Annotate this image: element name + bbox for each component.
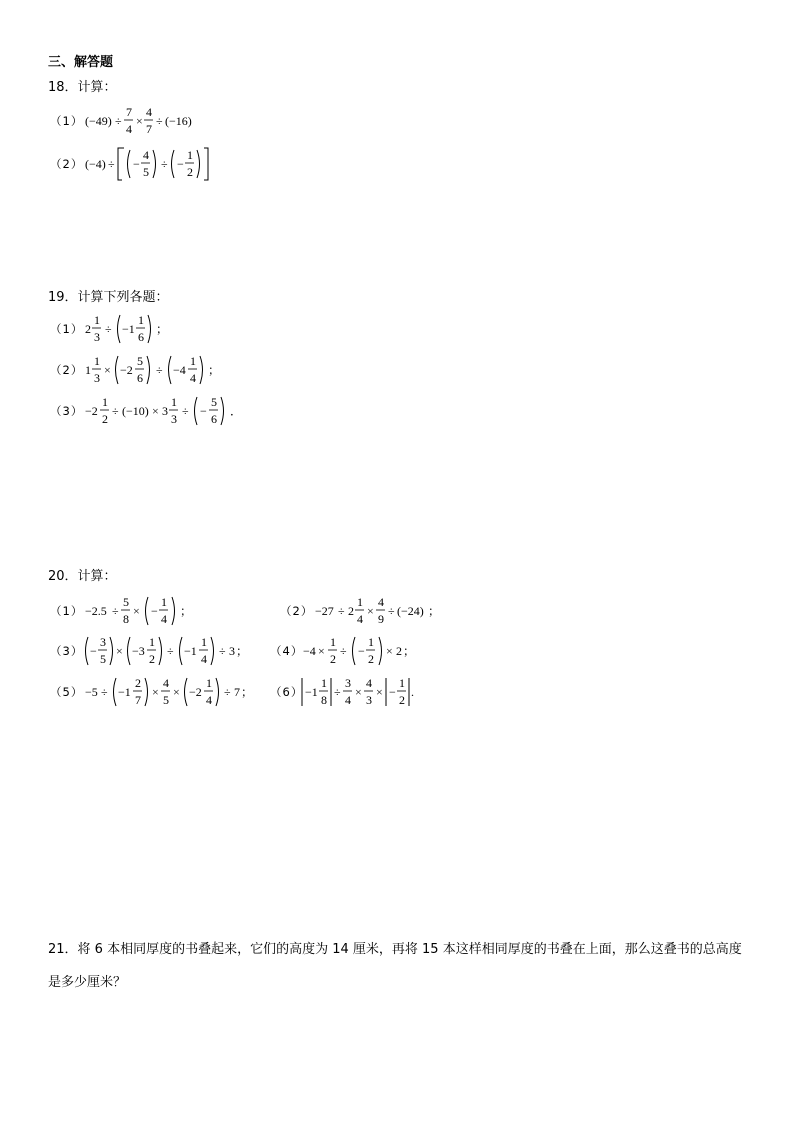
svg-text:4: 4	[163, 676, 169, 690]
svg-text:(−24): (−24)	[397, 604, 424, 618]
q19-item-2	[50, 351, 270, 393]
svg-text:×: ×	[318, 644, 325, 658]
svg-text:（1）: （1）	[50, 114, 84, 128]
svg-text:1: 1	[94, 354, 100, 368]
svg-text:−4: −4	[303, 644, 316, 658]
svg-text:1: 1	[399, 676, 405, 690]
q20-item-3	[50, 632, 270, 674]
svg-text:÷: ÷	[115, 114, 122, 128]
svg-text:÷: ÷	[182, 404, 189, 418]
svg-text:×: ×	[376, 685, 383, 699]
svg-text:；: ；	[428, 604, 441, 618]
svg-text:−: −	[200, 404, 207, 418]
svg-text:4: 4	[146, 105, 152, 119]
q19-item-3	[50, 392, 290, 434]
svg-text:4: 4	[161, 612, 167, 626]
svg-text:1: 1	[149, 635, 155, 649]
svg-text:×: ×	[136, 114, 143, 128]
svg-text:−1: −1	[122, 322, 135, 336]
svg-text:2: 2	[396, 644, 402, 658]
svg-text:1: 1	[187, 148, 193, 162]
q18-item-1-expression	[50, 104, 230, 138]
svg-text:1: 1	[190, 354, 196, 368]
svg-text:6: 6	[138, 330, 144, 344]
svg-text:8: 8	[123, 612, 129, 626]
svg-text:1: 1	[138, 313, 144, 327]
svg-text:4: 4	[206, 693, 212, 707]
svg-text:−2: −2	[120, 363, 133, 377]
svg-text:2: 2	[187, 165, 193, 179]
question-20-title: 20．计算：	[48, 569, 117, 584]
svg-text:.: .	[411, 685, 414, 699]
q20-item-4	[270, 632, 450, 674]
q20-item-5	[50, 673, 270, 715]
svg-text:4: 4	[201, 652, 207, 666]
svg-text:4: 4	[357, 612, 363, 626]
svg-text:2: 2	[102, 412, 108, 426]
svg-text:；: ；	[156, 322, 169, 336]
svg-text:6: 6	[211, 412, 217, 426]
svg-text:（3）: （3）	[50, 644, 84, 658]
svg-text:（5）: （5）	[50, 685, 84, 699]
svg-text:8: 8	[321, 693, 327, 707]
svg-text:；: ；	[403, 644, 416, 658]
svg-text:÷: ÷	[219, 644, 226, 658]
svg-text:7: 7	[126, 105, 132, 119]
svg-text:3: 3	[162, 404, 168, 418]
svg-text:÷: ÷	[388, 604, 395, 618]
svg-text:÷: ÷	[340, 644, 347, 658]
q19-item-1-expression	[50, 310, 230, 348]
svg-text:×: ×	[386, 644, 393, 658]
svg-text:1: 1	[357, 595, 363, 609]
svg-text:÷: ÷	[156, 114, 163, 128]
svg-text:−27: −27	[315, 604, 334, 618]
svg-text:5: 5	[163, 693, 169, 707]
svg-text:−: −	[90, 644, 97, 658]
svg-text:（1）: （1）	[50, 322, 84, 336]
svg-text:（2）: （2）	[280, 604, 314, 618]
svg-text:3: 3	[171, 412, 177, 426]
svg-text:−: −	[358, 644, 365, 658]
svg-text:4: 4	[143, 148, 149, 162]
svg-text:1: 1	[85, 363, 91, 377]
svg-text:；: ；	[208, 363, 221, 377]
svg-text:1: 1	[94, 313, 100, 327]
svg-text:（6）: （6）	[270, 685, 304, 699]
svg-text:×: ×	[355, 685, 362, 699]
svg-text:（1）: （1）	[50, 604, 84, 618]
svg-text:×: ×	[173, 685, 180, 699]
svg-text:÷: ÷	[112, 404, 119, 418]
svg-text:（2）: （2）	[50, 363, 84, 377]
q20-item-1-expression	[50, 592, 250, 630]
svg-text:（3）: （3）	[50, 404, 84, 418]
svg-text:2: 2	[85, 322, 91, 336]
svg-text:×: ×	[152, 404, 159, 418]
svg-text:(−49): (−49)	[85, 114, 112, 128]
svg-text:(−10): (−10)	[122, 404, 149, 418]
svg-text:÷: ÷	[338, 604, 345, 618]
svg-text:1: 1	[321, 676, 327, 690]
svg-text:；: ；	[180, 604, 193, 618]
svg-text:5: 5	[137, 354, 143, 368]
svg-text:(−16): (−16)	[165, 114, 192, 128]
svg-text:1: 1	[368, 635, 374, 649]
svg-text:2: 2	[330, 652, 336, 666]
svg-text:−4: −4	[173, 363, 186, 377]
svg-text:；: ；	[241, 685, 254, 699]
svg-text:−5: −5	[85, 685, 98, 699]
svg-text:；: ；	[236, 644, 249, 658]
svg-text:−3: −3	[132, 644, 145, 658]
svg-text:−1: −1	[118, 685, 131, 699]
svg-text:7: 7	[146, 122, 152, 136]
svg-text:2: 2	[348, 604, 354, 618]
q18-item-2-expression	[50, 145, 250, 183]
svg-text:÷: ÷	[105, 322, 112, 336]
svg-text:×: ×	[116, 644, 123, 658]
svg-text:÷: ÷	[101, 685, 108, 699]
q20-item-4-expression	[270, 632, 450, 670]
svg-text:7: 7	[135, 693, 141, 707]
q18-item-2	[50, 145, 250, 187]
svg-text:−: −	[133, 157, 140, 171]
question-19-title: 19．计算下列各题：	[48, 290, 169, 305]
svg-text:3: 3	[94, 330, 100, 344]
svg-text:−2.5: −2.5	[85, 604, 107, 618]
svg-text:7: 7	[234, 685, 240, 699]
svg-text:5: 5	[143, 165, 149, 179]
svg-text:1: 1	[201, 635, 207, 649]
svg-text:1: 1	[171, 395, 177, 409]
svg-text:2: 2	[135, 676, 141, 690]
svg-text:6: 6	[137, 371, 143, 385]
q20-item-1	[50, 592, 250, 634]
svg-text:÷: ÷	[108, 157, 115, 171]
q18-item-1	[50, 104, 230, 142]
svg-text:5: 5	[211, 395, 217, 409]
section-title: 三、解答题	[48, 55, 114, 70]
q19-item-1	[50, 310, 230, 352]
svg-text:5: 5	[100, 652, 106, 666]
svg-text:4: 4	[126, 122, 132, 136]
svg-text:4: 4	[345, 693, 351, 707]
svg-text:−: −	[151, 604, 158, 618]
svg-text:3: 3	[229, 644, 235, 658]
svg-text:÷: ÷	[112, 604, 119, 618]
q19-item-3-expression	[50, 392, 290, 430]
svg-text:．: ．	[230, 404, 243, 418]
svg-text:−: −	[177, 157, 184, 171]
svg-text:1: 1	[102, 395, 108, 409]
svg-text:÷: ÷	[167, 644, 174, 658]
svg-text:×: ×	[133, 604, 140, 618]
svg-text:1: 1	[206, 676, 212, 690]
svg-text:−2: −2	[85, 404, 98, 418]
q20-item-6	[270, 673, 450, 715]
svg-text:(−4): (−4)	[85, 157, 106, 171]
svg-text:（4）: （4）	[270, 644, 304, 658]
svg-text:×: ×	[104, 363, 111, 377]
svg-text:÷: ÷	[161, 157, 168, 171]
svg-text:9: 9	[378, 612, 384, 626]
svg-text:1: 1	[161, 595, 167, 609]
question-21-text: 21．将 6 本相同厚度的书叠起来，它们的高度为 14 厘米，再将 15 本这样相同厚度的书叠在上面，那么这叠书的总高度是多少厘米？	[48, 942, 742, 990]
svg-text:−: −	[389, 685, 396, 699]
q20-item-3-expression	[50, 632, 270, 670]
svg-text:4: 4	[366, 676, 372, 690]
svg-text:−1: −1	[305, 685, 318, 699]
q19-item-2-expression	[50, 351, 270, 389]
svg-text:5: 5	[123, 595, 129, 609]
svg-text:÷: ÷	[334, 685, 341, 699]
svg-text:×: ×	[367, 604, 374, 618]
svg-text:3: 3	[100, 635, 106, 649]
question-18-title: 18．计算：	[48, 80, 117, 95]
svg-text:2: 2	[399, 693, 405, 707]
svg-text:−2: −2	[189, 685, 202, 699]
svg-text:3: 3	[366, 693, 372, 707]
q20-item-6-expression	[270, 673, 450, 711]
svg-text:×: ×	[152, 685, 159, 699]
svg-text:÷: ÷	[156, 363, 163, 377]
svg-text:4: 4	[378, 595, 384, 609]
q20-item-2	[280, 592, 480, 634]
svg-text:−1: −1	[184, 644, 197, 658]
q20-item-5-expression	[50, 673, 270, 711]
svg-text:4: 4	[190, 371, 196, 385]
svg-text:÷: ÷	[224, 685, 231, 699]
svg-text:2: 2	[368, 652, 374, 666]
svg-text:1: 1	[330, 635, 336, 649]
svg-text:2: 2	[149, 652, 155, 666]
svg-text:3: 3	[345, 676, 351, 690]
svg-text:（2）: （2）	[50, 157, 84, 171]
q20-item-2-expression	[280, 592, 480, 630]
svg-text:3: 3	[94, 371, 100, 385]
